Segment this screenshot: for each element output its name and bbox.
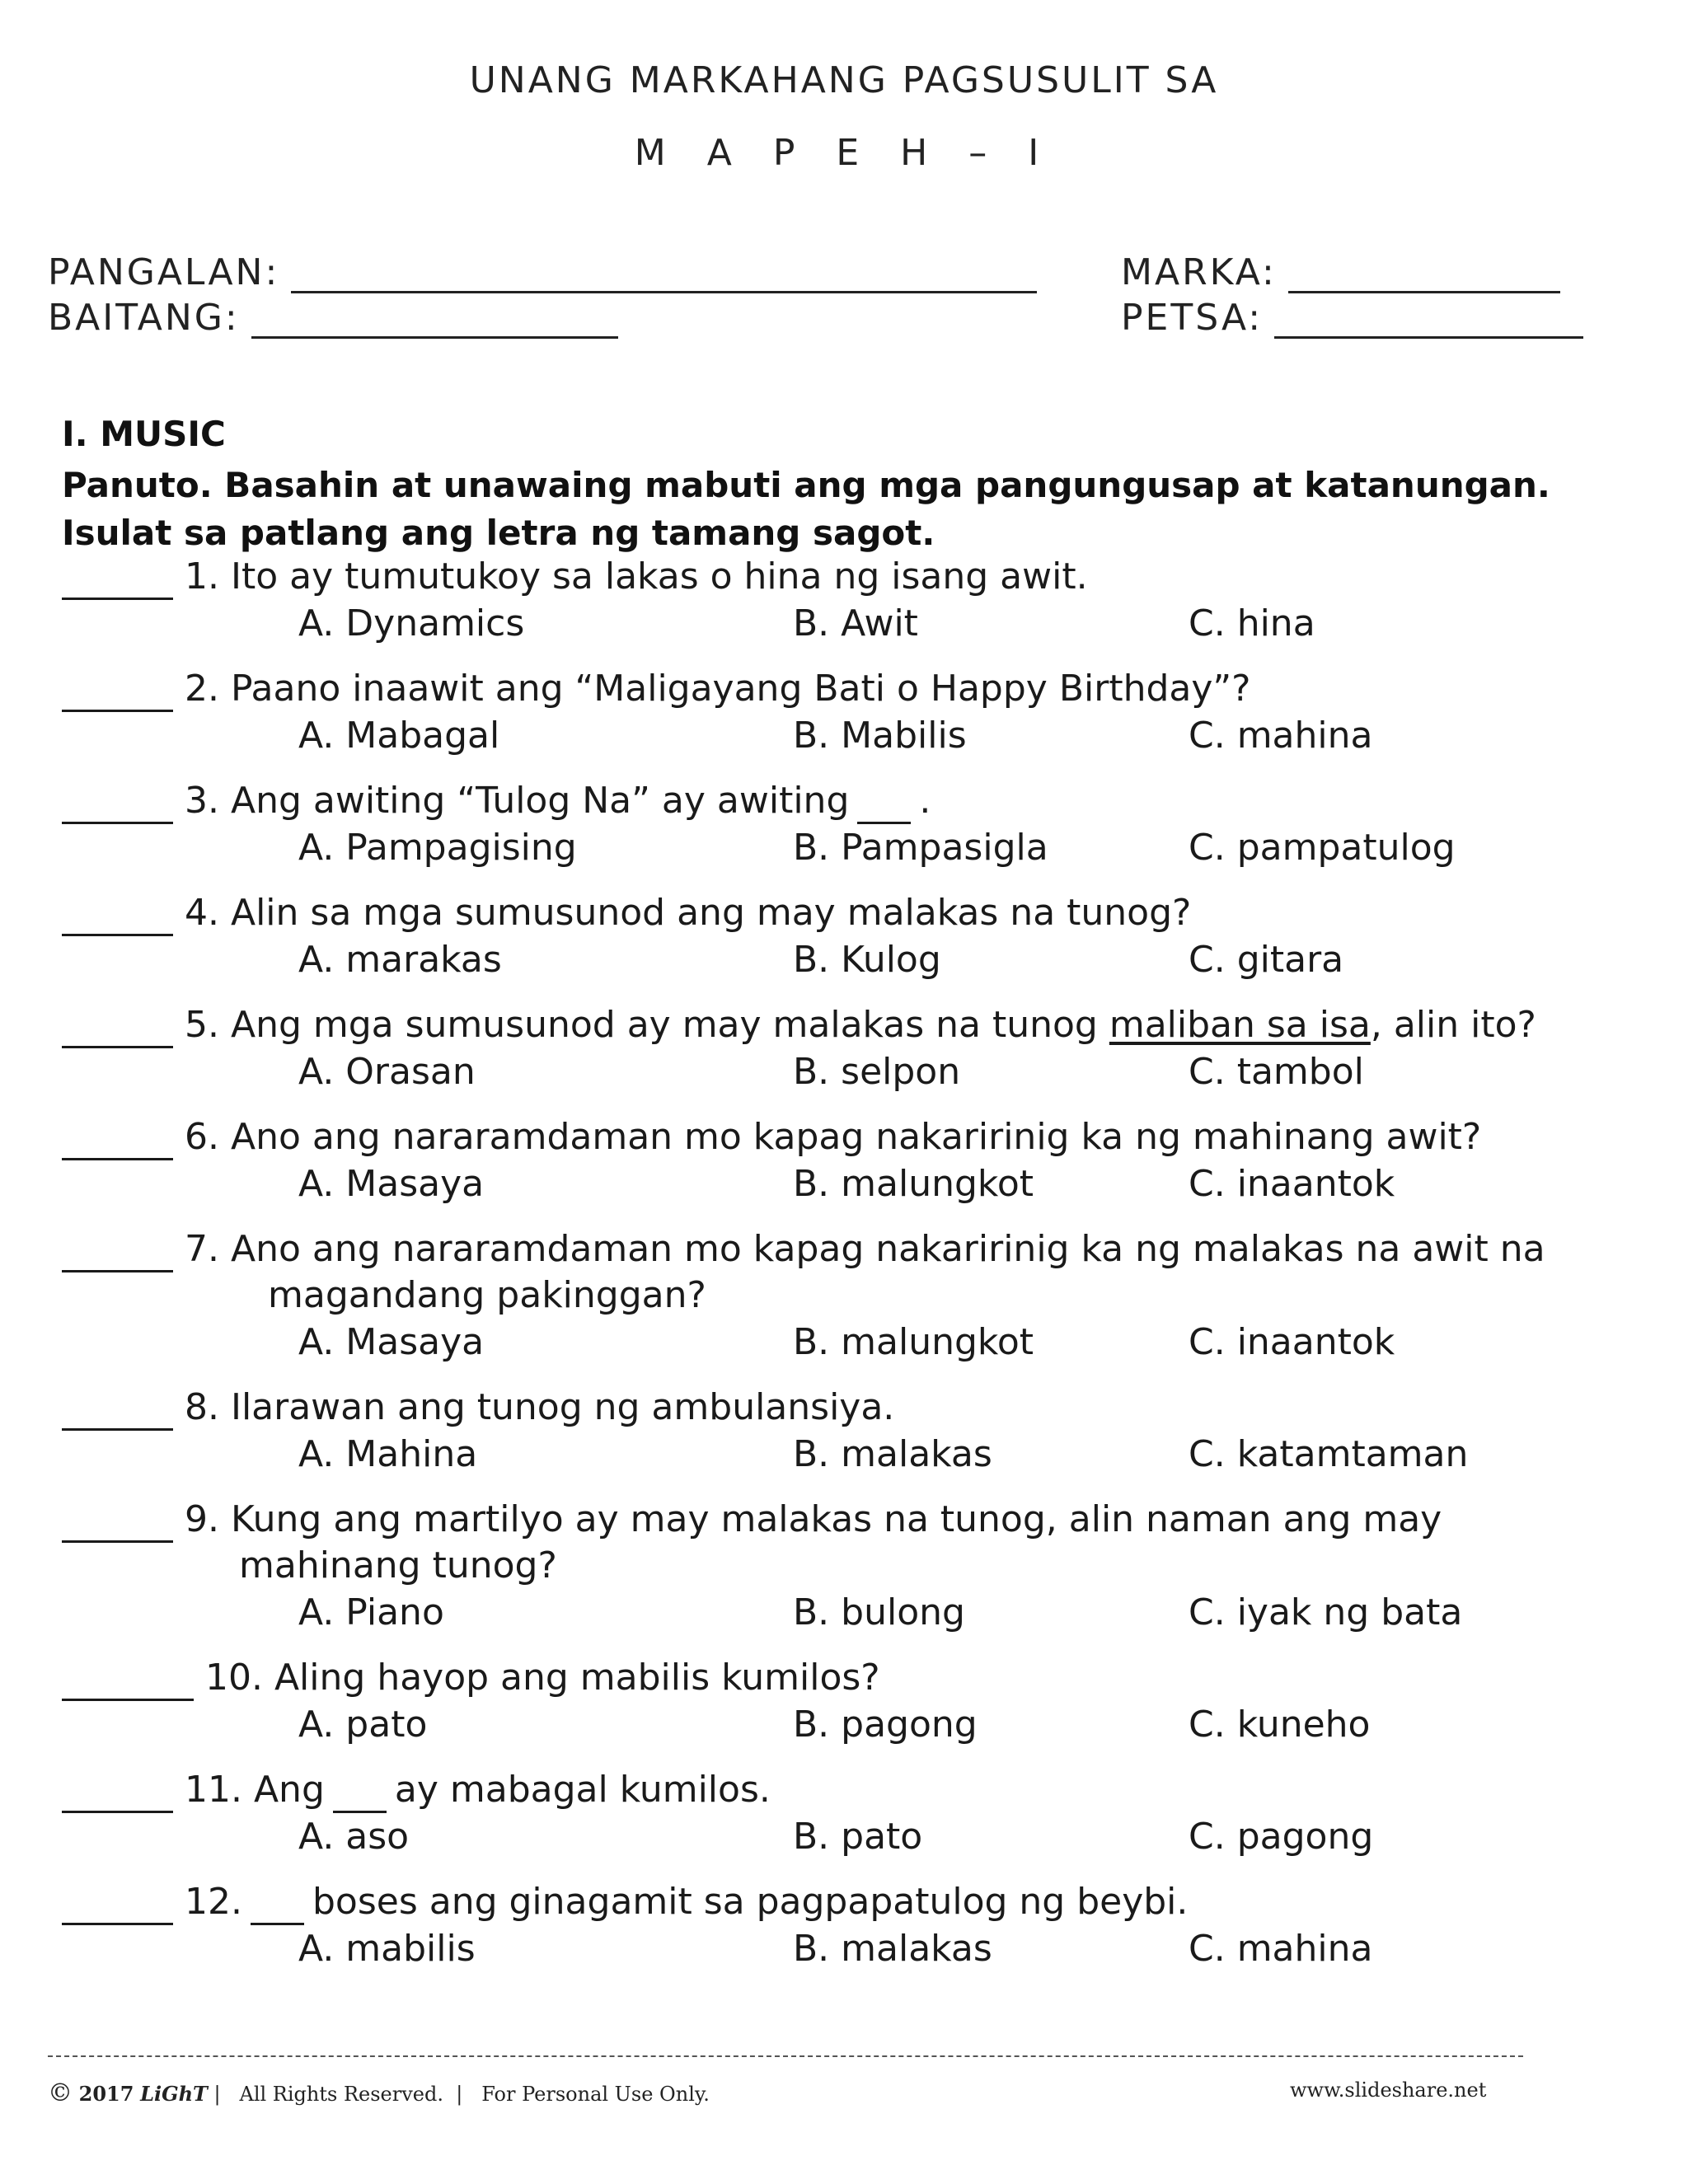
question-6 — [62, 1114, 1628, 1208]
question-text: 3. Ang awiting “Tulog Na” ay awiting — [185, 780, 850, 822]
question-text: 2. Paano inaawit ang “Maligayang Bati o Happy Birthday”? — [185, 668, 1251, 710]
choice-b: B. bulong — [793, 1591, 965, 1633]
question-1 — [62, 554, 1628, 648]
answer-blank[interactable] — [62, 1778, 173, 1813]
copyright-year: 2017 — [78, 2082, 134, 2106]
question-12 — [62, 1879, 1628, 1973]
score-blank[interactable] — [1288, 258, 1560, 293]
question-8 — [62, 1385, 1628, 1479]
score-label: MARKA: — [1121, 251, 1277, 293]
name-label: PANGALAN: — [48, 251, 280, 293]
question-text-continued: mahinang tunog? — [239, 1544, 557, 1586]
copyright-icon: © — [48, 2079, 73, 2107]
choice-b: B. Pampasigla — [793, 827, 1048, 869]
choice-a: A. Mahina — [298, 1433, 478, 1475]
rights-text: | All Rights Reserved. | For Personal Use Only. — [213, 2083, 710, 2106]
choice-a: A. Mabagal — [298, 715, 500, 757]
grade-field — [48, 297, 618, 339]
question-text-end: . — [919, 780, 931, 822]
question-text: 7. Ano ang nararamdaman mo kapag nakaririnig ka ng malakas na awit na — [185, 1228, 1545, 1270]
question-9 — [62, 1497, 1628, 1637]
choice-b: B. Kulog — [793, 939, 941, 981]
choice-c: C. tambol — [1189, 1051, 1364, 1093]
answer-blank[interactable] — [62, 1013, 173, 1048]
question-text-end: ay mabagal kumilos. — [394, 1769, 771, 1811]
choice-a: A. Orasan — [298, 1051, 476, 1093]
choice-b: B. Awit — [793, 602, 918, 644]
choice-a: A. mabilis — [298, 1928, 476, 1970]
inline-blank — [251, 1893, 304, 1925]
question-text: 10. Aling hayop ang mabilis kumilos? — [205, 1657, 880, 1699]
choice-c: C. inaantok — [1189, 1163, 1395, 1205]
answer-blank[interactable] — [62, 1890, 173, 1925]
choice-c: C. inaantok — [1189, 1321, 1395, 1363]
choice-c: C. mahina — [1189, 715, 1373, 757]
question-10 — [62, 1655, 1628, 1749]
question-text-end: , alin ito? — [1370, 1004, 1536, 1046]
answer-blank[interactable] — [62, 1666, 194, 1701]
choice-b: B. selpon — [793, 1051, 961, 1093]
question-text: 4. Alin sa mga sumusunod ang may malakas na tunog? — [185, 892, 1192, 934]
choice-c: C. hina — [1189, 602, 1315, 644]
question-text-end: boses ang ginagamit sa pagpapatulog ng beybi. — [312, 1881, 1189, 1923]
footer-divider — [48, 2055, 1523, 2057]
underlined-phrase: maliban sa isa — [1109, 1004, 1371, 1046]
choice-c: C. kuneho — [1189, 1704, 1371, 1746]
answer-blank[interactable] — [62, 1395, 173, 1431]
name-field — [48, 251, 1037, 293]
choice-a: A. Pampagising — [298, 827, 577, 869]
choice-c: C. katamtaman — [1189, 1433, 1469, 1475]
date-field — [1121, 297, 1583, 339]
question-text: 11. Ang — [185, 1769, 325, 1811]
answer-blank[interactable] — [62, 677, 173, 712]
question-text: 12. — [185, 1881, 242, 1923]
date-blank[interactable] — [1274, 303, 1583, 339]
answer-blank[interactable] — [62, 1237, 173, 1272]
choice-b: B. malungkot — [793, 1163, 1034, 1205]
choice-a: A. marakas — [298, 939, 502, 981]
question-5 — [62, 1002, 1628, 1096]
inline-blank — [333, 1781, 387, 1813]
choice-b: B. malakas — [793, 1433, 992, 1475]
question-4 — [62, 890, 1628, 984]
question-text: 6. Ano ang nararamdaman mo kapag nakaririnig ka ng mahinang awit? — [185, 1116, 1482, 1158]
question-text: 9. Kung ang martilyo ay may malakas na tunog, alin naman ang may — [185, 1498, 1442, 1540]
brand-name: LiGhT — [140, 2082, 208, 2106]
question-11 — [62, 1767, 1628, 1861]
choice-a: A. Masaya — [298, 1163, 485, 1205]
question-text: 5. Ang mga sumusunod ay may malakas na tunog — [185, 1004, 1109, 1046]
subject-title: M A P E H – I — [634, 132, 1054, 174]
choice-a: A. aso — [298, 1816, 410, 1858]
choice-c: C. iyak ng bata — [1189, 1591, 1463, 1633]
choice-b: B. Mabilis — [793, 715, 967, 757]
question-text-continued: magandang pakinggan? — [268, 1274, 706, 1316]
choice-c: C. pagong — [1189, 1816, 1374, 1858]
name-blank[interactable] — [291, 258, 1037, 293]
question-text: 1. Ito ay tumutukoy sa lakas o hina ng isang awit. — [185, 555, 1088, 598]
footer-website: www.slideshare.net — [1290, 2079, 1487, 2102]
grade-label: BAITANG: — [48, 297, 240, 339]
choice-a: A. pato — [298, 1704, 428, 1746]
choice-c: C. mahina — [1189, 1928, 1373, 1970]
answer-blank[interactable] — [62, 565, 173, 600]
question-2 — [62, 666, 1628, 760]
choice-b: B. pato — [793, 1816, 923, 1858]
inline-blank — [857, 792, 911, 824]
score-field — [1121, 251, 1560, 293]
instructions: Panuto. Basahin at unawaing mabuti ang mga pangungusap at katanungan. Isulat sa patlang ang letra ng tamang sagot. — [62, 465, 1550, 553]
choice-c: C. gitara — [1189, 939, 1344, 981]
test-title: UNANG MARKAHANG PAGSUSULIT SA — [469, 59, 1219, 101]
date-label: PETSA: — [1121, 297, 1264, 339]
section-title: I. MUSIC — [62, 414, 226, 454]
question-7 — [62, 1226, 1628, 1366]
choice-a: A. Dynamics — [298, 602, 525, 644]
choice-b: B. malakas — [793, 1928, 992, 1970]
answer-blank[interactable] — [62, 901, 173, 936]
choice-a: A. Piano — [298, 1591, 444, 1633]
question-list — [62, 554, 1628, 1991]
question-3 — [62, 778, 1628, 872]
choice-b: B. malungkot — [793, 1321, 1034, 1363]
answer-blank[interactable] — [62, 1125, 173, 1160]
answer-blank[interactable] — [62, 1507, 173, 1543]
grade-blank[interactable] — [251, 303, 618, 339]
choice-a: A. Masaya — [298, 1321, 485, 1363]
answer-blank[interactable] — [62, 789, 173, 824]
question-text: 8. Ilarawan ang tunog ng ambulansiya. — [185, 1386, 895, 1428]
choice-c: C. pampatulog — [1189, 827, 1456, 869]
footer-copyright — [48, 2079, 710, 2107]
choice-b: B. pagong — [793, 1704, 978, 1746]
